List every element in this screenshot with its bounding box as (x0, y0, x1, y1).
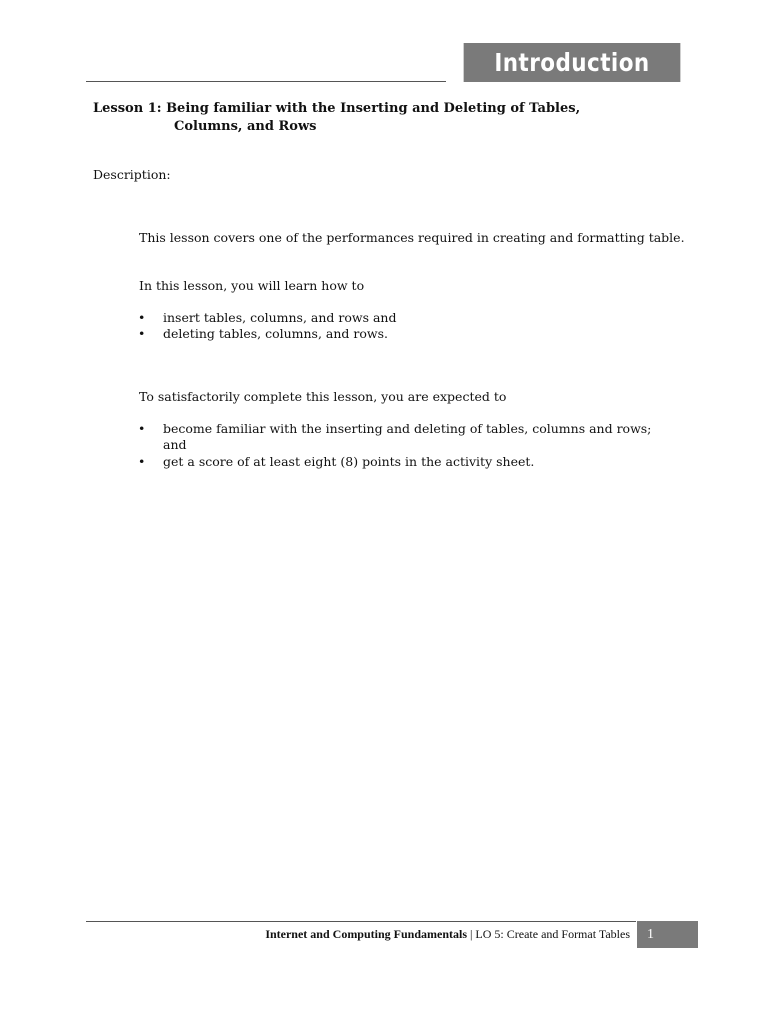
section-header (464, 43, 681, 82)
list-item (136, 421, 676, 453)
lesson-title-line2: Columns, and Rows (174, 119, 317, 134)
footer-rule (86, 921, 636, 922)
section-title: Introduction (494, 48, 650, 77)
bullet: • (138, 310, 146, 325)
list-item (136, 326, 396, 342)
lesson-title-line1: Lesson 1: Being familiar with the Inserting and Deleting of Tables, (93, 101, 581, 116)
footer-separator: | (467, 927, 476, 941)
page-number-box (637, 921, 698, 948)
list-item (136, 310, 396, 326)
list-item (136, 454, 676, 470)
learn-intro: In this lesson, you will learn how to (139, 278, 365, 293)
list-item-text: get a score of at least eight (8) points in the activity sheet. (163, 454, 535, 469)
description-label: Description: (93, 167, 171, 182)
footer-module: LO 5: Create and Format Tables (475, 927, 630, 941)
list-item-text: insert tables, columns, and rows and (163, 310, 397, 325)
bullet: • (138, 326, 146, 341)
lesson-title (93, 100, 653, 136)
bullet: • (138, 421, 146, 436)
bullet: • (138, 454, 146, 469)
expectations-intro: To satisfactorily complete this lesson, you are expected to (139, 389, 507, 404)
list-item-text: deleting tables, columns, and rows. (163, 326, 388, 341)
header-rule (86, 81, 446, 82)
expectations-list (136, 421, 676, 471)
list-item-text: become familiar with the inserting and deleting of tables, columns and rows; and (163, 421, 652, 452)
footer-course: Internet and Computing Fundamentals (265, 927, 468, 941)
page-number: 1 (647, 926, 654, 942)
learn-list (136, 310, 396, 342)
footer (86, 927, 630, 942)
intro-paragraph: This lesson covers one of the performances required in creating and formatting table. (139, 230, 685, 245)
